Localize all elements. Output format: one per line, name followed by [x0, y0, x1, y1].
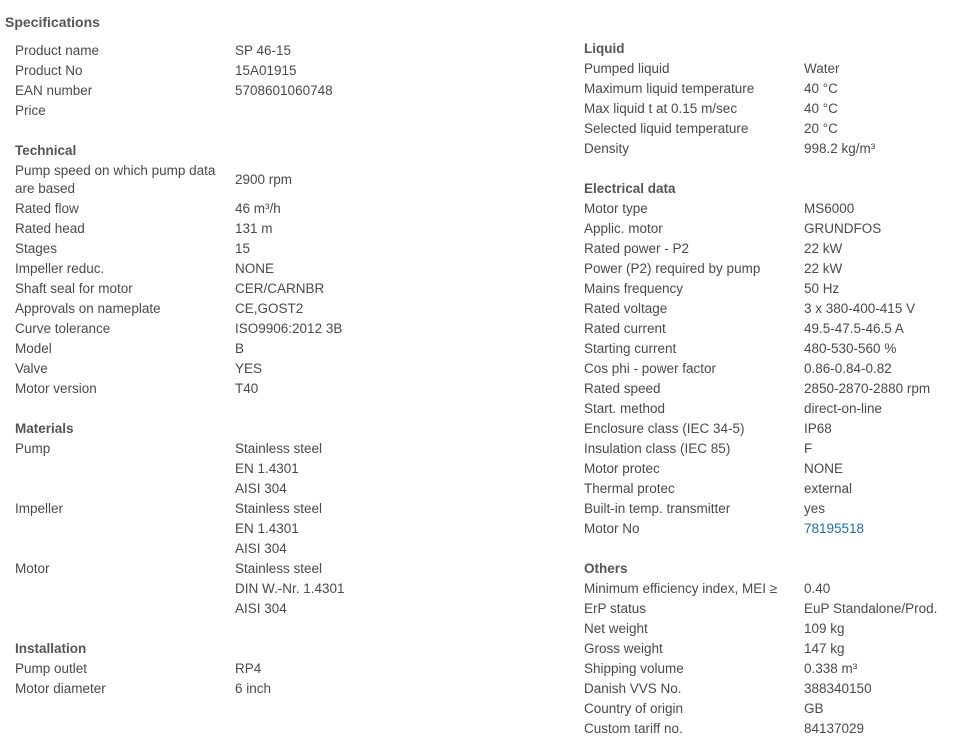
- spec-value-line: 20 °C: [804, 121, 838, 136]
- spec-row: [15, 659, 345, 679]
- spec-row: [15, 339, 345, 359]
- spec-label: Rated voltage: [584, 301, 668, 316]
- spec-value-line: direct-on-line: [804, 401, 883, 416]
- spec-label: Selected liquid temperature: [584, 121, 749, 136]
- spec-label: Cos phi - power factor: [584, 361, 717, 376]
- spec-label: Product name: [15, 43, 100, 58]
- spec-value: [804, 59, 954, 79]
- spec-label: Motor diameter: [15, 681, 106, 696]
- section-materials: [15, 419, 345, 619]
- spec-value: [235, 81, 345, 101]
- spec-value-line: NONE: [804, 461, 844, 476]
- spec-value-line: 22 kW: [804, 241, 843, 256]
- spec-value: [804, 459, 954, 479]
- spec-label: Rated speed: [584, 381, 661, 396]
- spec-row: [584, 199, 954, 219]
- spec-value: [235, 499, 345, 559]
- spec-value-line: yes: [804, 501, 826, 516]
- section-general: [15, 41, 345, 121]
- spec-row: [15, 559, 345, 619]
- spec-row: [584, 339, 954, 359]
- spec-value: [804, 359, 954, 379]
- spec-label: Starting current: [584, 341, 677, 356]
- spec-value: [235, 439, 345, 499]
- spec-value-line: CE,GOST2: [235, 301, 304, 316]
- spec-value: [804, 299, 954, 319]
- spec-value-line: 22 kW: [804, 261, 843, 276]
- spec-label: Rated flow: [15, 201, 79, 216]
- spec-value-line: 131 m: [235, 221, 273, 236]
- spec-label: Custom tariff no.: [584, 721, 683, 736]
- spec-label: Price: [15, 103, 46, 118]
- spec-label: Rated head: [15, 221, 85, 236]
- spec-value-line: 6 inch: [235, 681, 272, 696]
- spec-row: [15, 199, 345, 219]
- motor-no-link[interactable]: 78195518: [804, 521, 865, 536]
- spec-row: [584, 279, 954, 299]
- spec-row: [584, 679, 954, 699]
- spec-row: [15, 359, 345, 379]
- spec-row: [15, 81, 345, 101]
- spec-label: Curve tolerance: [15, 321, 111, 336]
- section-title-others: Others: [584, 561, 628, 576]
- spec-row: [584, 259, 954, 279]
- spec-value-line: 40 °C: [804, 81, 838, 96]
- spec-row: [15, 161, 345, 199]
- section-others: [584, 559, 954, 739]
- spec-value-line: YES: [235, 361, 263, 376]
- spec-value: [235, 319, 345, 339]
- spec-value: [804, 699, 954, 719]
- spec-value: [804, 319, 954, 339]
- spec-value-line: IP68: [804, 421, 832, 436]
- spec-row: [584, 459, 954, 479]
- spec-value: [804, 439, 954, 459]
- spec-row: [584, 619, 954, 639]
- spec-row: [15, 239, 345, 259]
- section-liquid: [584, 39, 954, 159]
- spec-value: [235, 199, 345, 219]
- spec-value: [804, 679, 954, 699]
- spec-label: Applic. motor: [584, 221, 663, 236]
- spec-label: Shipping volume: [584, 661, 684, 676]
- spec-value-line: Stainless steel: [235, 441, 323, 456]
- spec-row: [584, 499, 954, 519]
- spec-value: [235, 359, 345, 379]
- spec-value-line: 109 kg: [804, 621, 845, 636]
- spec-value: [804, 199, 954, 219]
- spec-row: [15, 41, 345, 61]
- spec-value-line: 0.40: [804, 581, 831, 596]
- spec-row: [584, 299, 954, 319]
- spec-value-line: SP 46-15: [235, 43, 292, 58]
- spec-label: Valve: [15, 361, 48, 376]
- spec-label: Motor No: [584, 521, 640, 536]
- spec-row: [584, 379, 954, 399]
- spec-row: [15, 299, 345, 319]
- spec-label: Built-in temp. transmitter: [584, 501, 731, 516]
- spec-value: [235, 559, 345, 619]
- spec-value-line: 388340150: [804, 681, 872, 696]
- spec-value: [804, 239, 954, 259]
- spec-row: [584, 399, 954, 419]
- spec-value-line: 5708601060748: [235, 83, 333, 98]
- spec-row: [584, 479, 954, 499]
- spec-row: [15, 101, 345, 121]
- spec-value: [804, 259, 954, 279]
- spec-value: [804, 639, 954, 659]
- spec-value: [804, 399, 954, 419]
- spec-value-line: 15: [235, 241, 251, 256]
- spec-value: [804, 139, 954, 159]
- spec-row: [584, 119, 954, 139]
- spec-value-line: T40: [235, 381, 259, 396]
- spec-value: [804, 519, 954, 539]
- spec-value: [804, 339, 954, 359]
- spec-label: Thermal protec: [584, 481, 675, 496]
- spec-value: [804, 579, 954, 599]
- spec-value-line: 0.86-0.84-0.82: [804, 361, 892, 376]
- spec-label: Pump outlet: [15, 661, 88, 676]
- spec-row: [15, 259, 345, 279]
- spec-value: [804, 659, 954, 679]
- spec-label: Pump: [15, 441, 51, 456]
- spec-value: [235, 379, 345, 399]
- spec-value: [804, 599, 954, 619]
- spec-value: [804, 719, 954, 739]
- spec-label: Start. method: [584, 401, 666, 416]
- spec-label: Power (P2) required by pump: [584, 261, 761, 276]
- spec-label: Pumped liquid: [584, 61, 670, 76]
- spec-label: Net weight: [584, 621, 648, 636]
- spec-value-line: 998.2 kg/m³: [804, 141, 876, 156]
- page-title: Specifications: [5, 14, 100, 30]
- spec-value-line: 2900 rpm: [235, 172, 293, 187]
- section-technical: [15, 141, 345, 399]
- spec-value-line: EN 1.4301: [235, 521, 299, 536]
- spec-row: [584, 359, 954, 379]
- spec-value-line: Stainless steel: [235, 501, 323, 516]
- section-installation: [15, 639, 345, 699]
- spec-label: Rated current: [584, 321, 666, 336]
- spec-row: [584, 99, 954, 119]
- spec-value: [804, 419, 954, 439]
- spec-value-line: AISI 304: [235, 601, 287, 616]
- spec-label: Maximum liquid temperature: [584, 81, 755, 96]
- spec-value: [804, 499, 954, 519]
- spec-value-line: Stainless steel: [235, 561, 323, 576]
- spec-value-line: 3 x 380-400-415 V: [804, 301, 916, 316]
- spec-label: Approvals on nameplate: [15, 301, 161, 316]
- spec-row: [584, 139, 954, 159]
- spec-value: [235, 679, 345, 699]
- spec-value-line: AISI 304: [235, 481, 287, 496]
- spec-label: Enclosure class (IEC 34-5): [584, 421, 745, 436]
- spec-value: [804, 79, 954, 99]
- spec-row: [584, 579, 954, 599]
- spec-row: [15, 219, 345, 239]
- spec-value-line: 84137029: [804, 721, 865, 736]
- spec-value: [235, 219, 345, 239]
- spec-value-line: GRUNDFOS: [804, 221, 882, 236]
- spec-value: [235, 161, 345, 199]
- spec-row: [15, 679, 345, 699]
- spec-row: [584, 239, 954, 259]
- spec-row: [15, 61, 345, 81]
- spec-value: [804, 219, 954, 239]
- spec-value-line: EuP Standalone/Prod.: [804, 601, 938, 616]
- spec-value: [235, 239, 345, 259]
- section-title-installation: Installation: [15, 641, 87, 656]
- spec-value-line: B: [235, 341, 245, 356]
- spec-value-line: 49.5-47.5-46.5 A: [804, 321, 904, 336]
- spec-value-line: CER/CARNBR: [235, 281, 325, 296]
- spec-label: Max liquid t at 0.15 m/sec: [584, 101, 738, 116]
- spec-label: Shaft seal for motor: [15, 281, 133, 296]
- spec-value: [235, 41, 345, 61]
- section-electrical: [584, 179, 954, 539]
- spec-value-line: AISI 304: [235, 541, 287, 556]
- spec-value-line: 2850-2870-2880 rpm: [804, 381, 931, 396]
- section-title-materials: Materials: [15, 421, 74, 436]
- spec-label: Density: [584, 141, 630, 156]
- spec-label: Impeller: [15, 501, 64, 516]
- spec-value: [235, 339, 345, 359]
- spec-label: Stages: [15, 241, 58, 256]
- spec-row: [15, 319, 345, 339]
- section-title-electrical: Electrical data: [584, 181, 676, 196]
- spec-value-line: ISO9906:2012 3B: [235, 321, 343, 336]
- spec-label: Motor: [15, 561, 50, 576]
- spec-label: Gross weight: [584, 641, 663, 656]
- spec-label: Country of origin: [584, 701, 684, 716]
- spec-value-line: 50 Hz: [804, 281, 840, 296]
- spec-row: [15, 379, 345, 399]
- spec-value-line: Water: [804, 61, 840, 76]
- spec-value-line: MS6000: [804, 201, 855, 216]
- spec-value-line: DIN W.-Nr. 1.4301: [235, 581, 345, 596]
- section-title-technical: Technical: [15, 143, 77, 158]
- spec-value-line: external: [804, 481, 853, 496]
- spec-row: [584, 439, 954, 459]
- spec-value-line: 0.338 m³: [804, 661, 858, 676]
- spec-label: Product No: [15, 63, 83, 78]
- spec-row: [15, 439, 345, 499]
- spec-label: ErP status: [584, 601, 647, 616]
- spec-label: Model: [15, 341, 52, 356]
- spec-row: [584, 599, 954, 619]
- spec-label: Motor type: [584, 201, 648, 216]
- spec-row: [584, 699, 954, 719]
- spec-label: Rated power - P2: [584, 241, 690, 256]
- spec-value: [235, 259, 345, 279]
- spec-value-line: 480-530-560 %: [804, 341, 897, 356]
- spec-label: Mains frequency: [584, 281, 684, 296]
- section-title-liquid: Liquid: [584, 41, 625, 56]
- spec-row: [584, 639, 954, 659]
- spec-value-line: NONE: [235, 261, 275, 276]
- spec-label: Motor protec: [584, 461, 660, 476]
- spec-label: Motor version: [15, 381, 97, 396]
- spec-value: [804, 119, 954, 139]
- spec-row: [584, 419, 954, 439]
- spec-value-line: 46 m³/h: [235, 201, 281, 216]
- spec-value-line: GB: [804, 701, 824, 716]
- spec-label: Insulation class (IEC 85): [584, 441, 731, 456]
- spec-row: [584, 59, 954, 79]
- spec-value: [235, 659, 345, 679]
- spec-value-line: RP4: [235, 661, 262, 676]
- spec-value: [235, 279, 345, 299]
- spec-row: [584, 319, 954, 339]
- spec-label: Minimum efficiency index, MEI ≥: [584, 581, 778, 596]
- spec-row: [584, 79, 954, 99]
- spec-value: [804, 279, 954, 299]
- spec-label: Pump speed on which pump data are based: [15, 163, 216, 196]
- spec-label: EAN number: [15, 83, 93, 98]
- spec-row: [15, 279, 345, 299]
- spec-row: [584, 519, 954, 539]
- spec-value: [235, 61, 345, 81]
- spec-value-line: 15A01915: [235, 63, 297, 78]
- spec-row: [584, 719, 954, 739]
- spec-value: [804, 99, 954, 119]
- spec-value: [235, 101, 345, 121]
- spec-value: [804, 619, 954, 639]
- spec-label: Impeller reduc.: [15, 261, 105, 276]
- spec-value-line: 40 °C: [804, 101, 838, 116]
- spec-row: [584, 659, 954, 679]
- spec-label: Danish VVS No.: [584, 681, 682, 696]
- spec-row: [15, 499, 345, 559]
- spec-value-line: 147 kg: [804, 641, 845, 656]
- spec-value: [804, 379, 954, 399]
- spec-value: [235, 299, 345, 319]
- spec-value-line: EN 1.4301: [235, 461, 299, 476]
- spec-row: [584, 219, 954, 239]
- spec-value-line: F: [804, 441, 813, 456]
- spec-value: [804, 479, 954, 499]
